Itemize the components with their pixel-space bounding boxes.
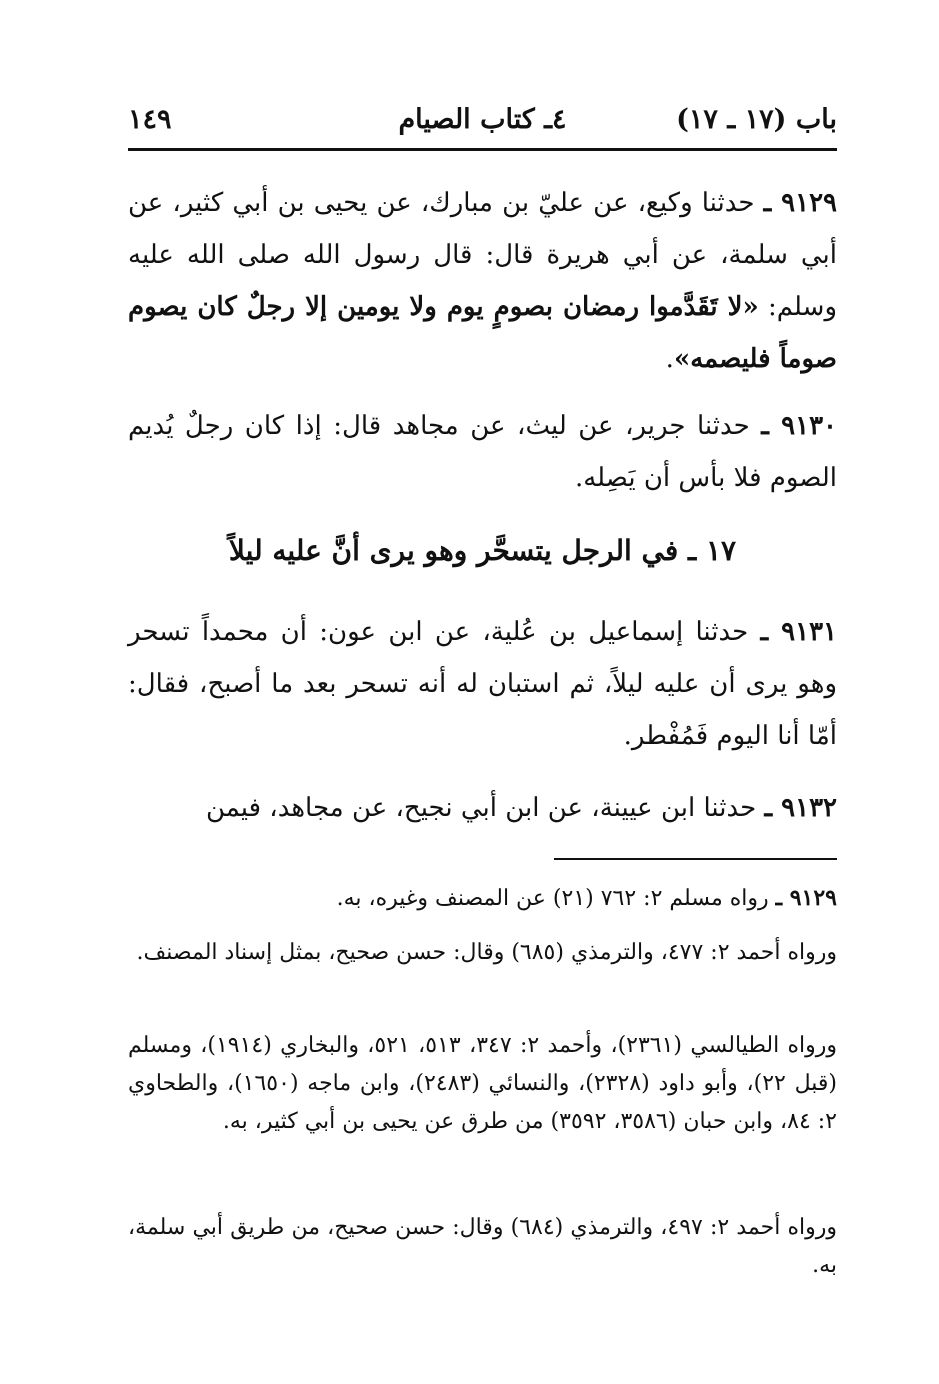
footnote-text: رواه مسلم ٢: ٧٦٢ (٢١) عن المصنف وغيره، به. [336,886,776,911]
page-number: ١٤٩ [128,104,172,135]
footnote [128,879,837,918]
hadith-number: ٩١٣١ ـ [760,617,837,647]
section-title: باب (١٧ ـ ١٧) [676,104,837,135]
paragraph-9130 [128,400,837,504]
footnote [128,1209,837,1285]
footnote-rule [554,858,837,860]
book-title: ٤ـ كتاب الصيام [398,104,567,135]
footnote-text: ورواه أحمد ٢: ٤٧٧، والترمذي (٦٨٥) وقال: حسن صحيح، بمثل إسناد المصنف. [136,940,837,965]
hadith-number: ٩١٢٩ ـ [763,188,838,218]
hadith-number: ٩١٣٠ ـ [761,411,837,441]
hadith-text: «لا تَقَدَّموا رمضان بصومٍ يوم ولا يومين إلا رجلٌ كان يصوم صوماً فليصمه» [128,292,837,374]
paragraph-9129 [128,177,837,385]
paragraph-9131 [128,606,837,762]
paragraph-text: حدثنا وكيع، عن عليّ بن مبارك، عن يحيى بن أبي كثير، عن أبي سلمة، عن أبي هريرة قال: قال رسول الله صلى الله عليه وسلم: [128,188,837,322]
footnote-text: ورواه الطيالسي (٢٣٦١)، وأحمد ٢: ٣٤٧، ٥١٣، ٥٢١، والبخاري (١٩١٤)، ومسلم (قبل ٢٢)، وأبو داود (٢٣٢٨)، والنسائي (٢٤٨٣)، وابن ماجه (١٦٥٠)، والطحاوي ٢: ٨٤، وابن حبان (٣٥٨٦، ٣٥٩٢) من طرق عن يحيى بن أبي كثير، به. [128,1033,838,1134]
paragraph-text: حدثنا ابن عيينة، عن ابن أبي نجيح، عن مجاهد، فيمن [205,793,765,823]
footnote-number: ٩١٢٩ ـ [775,885,837,911]
paragraph-end: . [665,344,674,374]
paragraph-text: حدثنا جرير، عن ليث، عن مجاهد قال: إذا كان رجلٌ يُديم الصوم فلا بأس أن يَصِله. [128,411,837,493]
footnote [128,934,837,972]
header-rule [128,148,837,151]
paragraph-9132 [128,782,837,834]
hadith-number: ٩١٣٢ ـ [764,793,837,823]
page-header [128,100,837,144]
footnote-text: ورواه أحمد ٢: ٤٩٧، والترمذي (٦٨٤) وقال: حسن صحيح، من طريق أبي سلمة، به. [128,1215,838,1278]
footnote [128,1027,837,1141]
chapter-heading: ١٧ ـ في الرجل يتسحَّر وهو يرى أنَّ عليه ليلاً [228,534,737,567]
paragraph-text: حدثنا إسماعيل بن عُلية، عن ابن عون: أن محمداً تسحر وهو يرى أن عليه ليلاً، ثم استبان له أنه تسحر بعد ما أصبح، فقال: أمّا أنا اليوم فَمُفْطر. [128,617,837,751]
